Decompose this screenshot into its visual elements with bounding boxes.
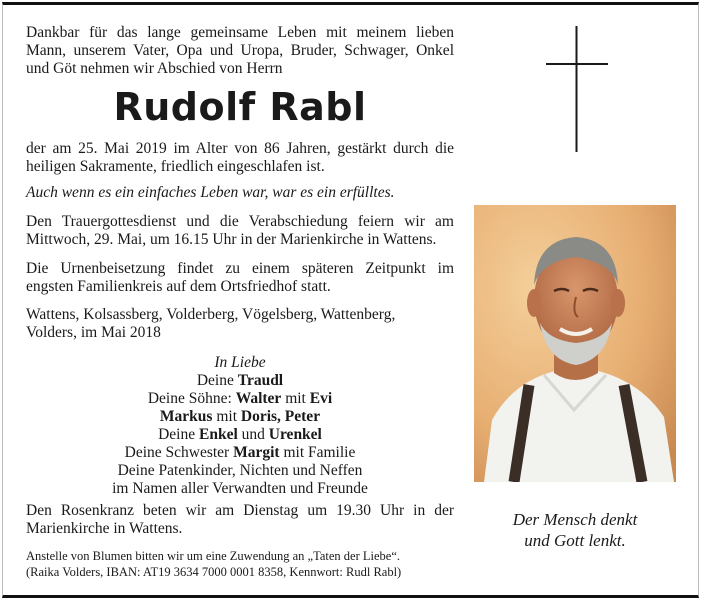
intro-text: Dankbar für das lange gemeinsame Leben mit meinem lieben Mann, unserem Vater, Opa und Uropa, Bruder, Schwager, Onkel und Göt nehmen wir Abschied von Herrn	[26, 24, 454, 77]
family-grandchildren: Deine Enkel und Urenkel	[158, 426, 322, 443]
quote: Auch wenn es ein einfaches Leben war, war es ein erfülltes.	[26, 184, 395, 201]
funeral-service: Den Trauergottesdienst und die Verabschiedung feiern wir am Mittwoch, 29. Mai, um 16.15 Uhr in der Marienkirche in Wattens.	[26, 213, 454, 248]
family-sister: Deine Schwester Margit mit Familie	[124, 444, 356, 461]
deceased-name: Rudolf Rabl	[113, 85, 367, 129]
family-son2: Markus mit Doris, Peter	[159, 408, 321, 425]
portrait-photo	[474, 205, 676, 482]
family-godchildren: Deine Patenkinder, Nichten und Neffen	[117, 462, 363, 479]
place-date: Wattens, Kolsassberg, Volderberg, Vögelsberg, Wattenberg, Volders, im Mai 2018	[26, 306, 396, 341]
urn-burial: Die Urnenbeisetzung findet zu einem späteren Zeitpunkt im engsten Familienkreis auf dem Ortsfriedhof statt.	[26, 260, 454, 295]
rosary: Den Rosenkranz beten wir am Dienstag um 19.30 Uhr in der Marienkirche in Wattens.	[26, 502, 454, 537]
family-heading: In Liebe	[214, 354, 266, 371]
family-wife: Deine Traudl	[196, 372, 284, 389]
donation-note: Anstelle von Blumen bitten wir um eine Zuwendung an „Taten der Liebe“. (Raika Volders, IBAN: AT19 3634 7000 0001 8358, Kennwort: Rudl Rabl)	[26, 549, 402, 579]
motto: Der Mensch denkt und Gott lenkt.	[512, 510, 638, 550]
family-list	[26, 354, 454, 498]
death-notice: der am 25. Mai 2019 im Alter von 86 Jahren, gestärkt durch die heiligen Sakramente, friedlich eingeschlafen ist.	[26, 140, 454, 175]
portrait-image	[474, 205, 676, 482]
family-others: im Namen aller Verwandten und Freunde	[112, 480, 368, 497]
family-sons: Deine Söhne: Walter mit Evi	[147, 390, 333, 407]
cross-icon	[546, 26, 608, 152]
